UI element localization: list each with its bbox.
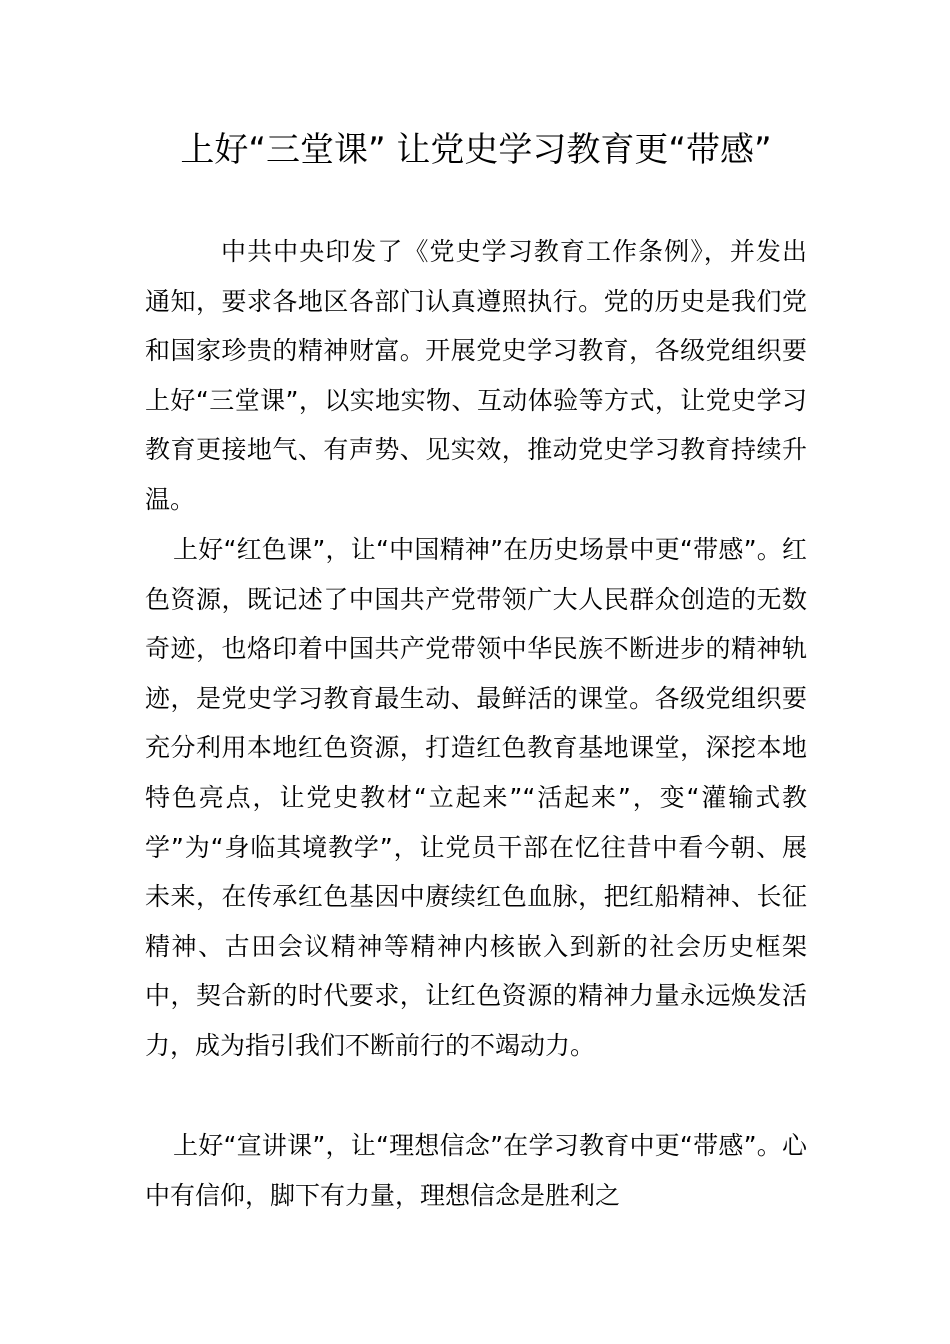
- document-title: 上好“三堂课” 让党史学习教育更“带感”: [180, 130, 772, 170]
- paragraph-intro: 中共中央印发了《党史学习教育工作条例》，并发出通知，要求各地区各部门认真遵照执行。党的历史是我们党和国家珍贵的精神财富。开展党史学习教育，各级党组织要上好“三堂课”，以实地实物、互动体验等方式，让党史学习教育更接地气、有声势、见实效，推动党史学习教育持续升温。: [145, 237, 807, 514]
- paragraph-lecture-lesson: 上好“宣讲课”，让“理想信念”在学习教育中更“带感”。心中有信仰，脚下有力量，理想信念是胜利之: [145, 1131, 807, 1210]
- paragraph-red-lesson: 上好“红色课”，让“中国精神”在历史场景中更“带感”。红色资源，既记述了中国共产党带领广大人民群众创造的无数奇迹，也烙印着中国共产党带领中华民族不断进步的精神轨迹，是党史学习教育最生动、最鲜活的课堂。各级党组织要充分利用本地红色资源，打造红色教育基地课堂，深挖本地特色亮点，让党史教材“立起来”“活起来”，变“灌输式教学”为“身临其境教学”，让党员干部在忆往昔中看今朝、展未来，在传承红色基因中赓续红色血脉，把红船精神、长征精神、古田会议精神等精神内核嵌入到新的社会历史框架中，契合新的时代要求，让红色资源的精神力量永远焕发活力，成为指引我们不断前行的不竭动力。: [145, 535, 807, 1060]
